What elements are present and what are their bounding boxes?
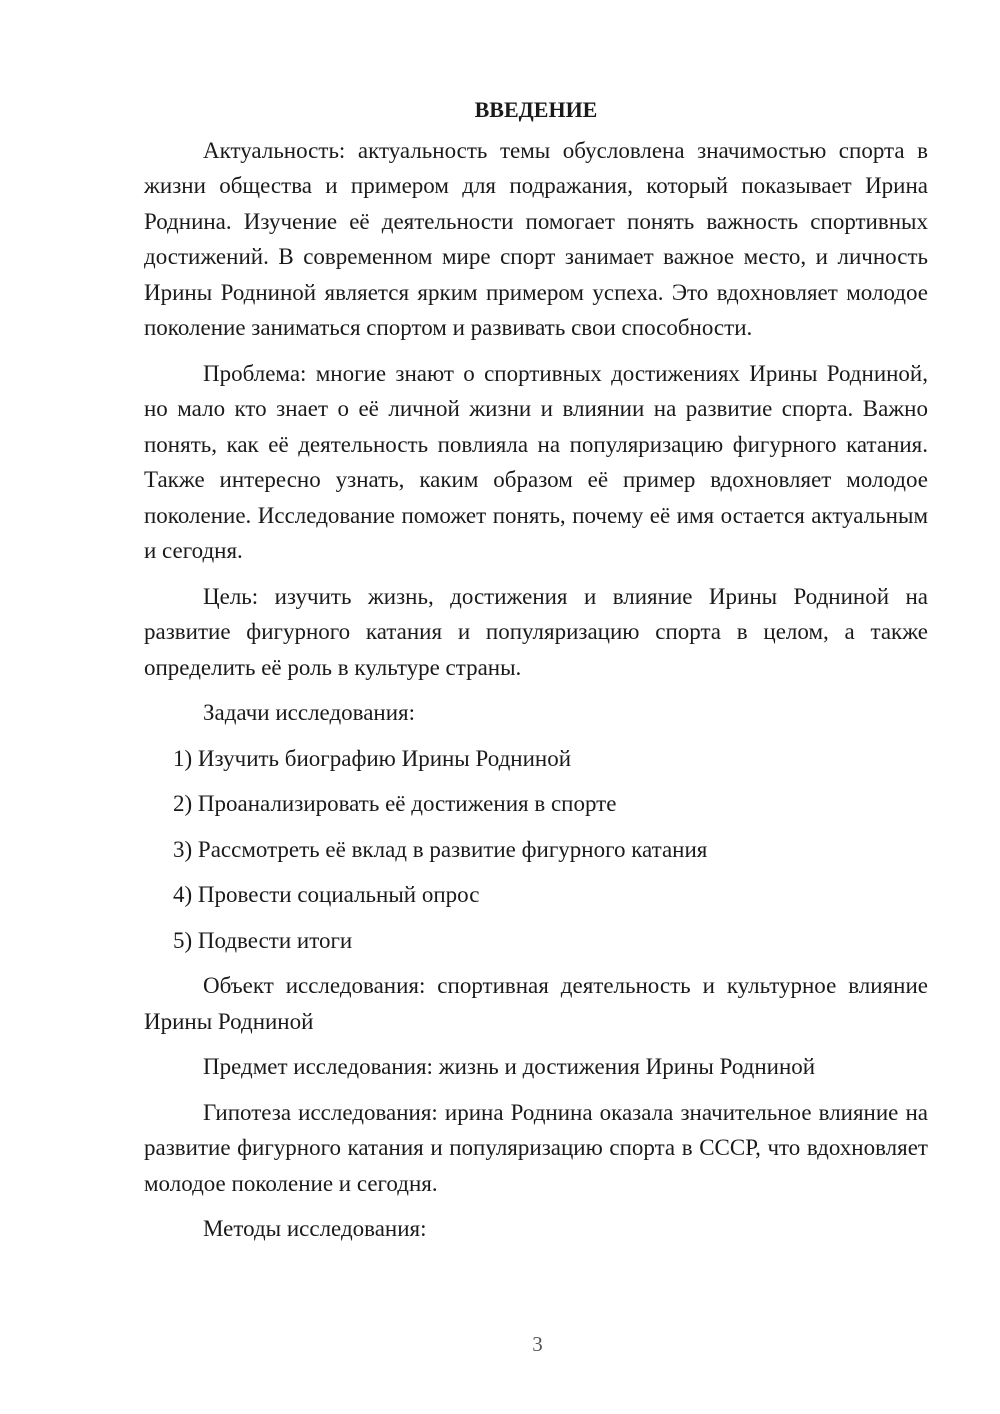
list-item: 4) Провести социальный опрос (173, 882, 480, 907)
hypothesis-paragraph: Гипотеза исследования: ирина Роднина оказала значительное влияние на развитие фигурного катания и популяризацию спорта в СССР, что вдохновляет молодое поколение и сегодня. (144, 1099, 928, 1196)
list-item: 5) Подвести итоги (173, 927, 353, 953)
subject-paragraph: Предмет исследования: жизнь и достижения Ирины Родниной (203, 1054, 816, 1079)
list-item: 1) Изучить биографию Ирины Родниной (173, 745, 572, 771)
object-paragraph: Объект исследования: спортивная деятельность и культурное влияние Ирины Родниной (144, 973, 928, 1034)
page-title: ВВЕДЕНИЕ (474, 97, 598, 122)
tasks-list (144, 741, 928, 959)
methods-heading: Методы исследования: (203, 1216, 427, 1241)
document-body (144, 92, 928, 1257)
list-item: 2) Проанализировать её достижения в спорте (173, 791, 617, 816)
page-number: 3 (532, 1332, 543, 1356)
tasks-heading: Задачи исследования: (203, 700, 416, 725)
list-item: 3) Рассмотреть её вклад в развитие фигурного катания (173, 836, 708, 862)
relevance-paragraph: Актуальность: актуальность темы обусловлена значимостью спорта в жизни общества и примером для подражания, который показывает Ирина Роднина. Изучение её деятельности помогает понять важность спортивных достижений. В современном мире спорт занимает важное место, и личность Ирины Родниной является ярким примером успеха. Это вдохновляет молодое поколение заниматься спортом и развивать свои способности. (144, 137, 928, 340)
problem-paragraph: Проблема: многие знают о спортивных достижениях Ирины Родниной, но мало кто знает о её личной жизни и влиянии на развитие спорта. Важно понять, как её деятельность повлияла на популяризацию фигурного катания. Также интересно узнать, каким образом её пример вдохновляет молодое поколение. Исследование поможет понять, почему её имя остается актуальным и сегодня. (144, 360, 928, 563)
goal-paragraph: Цель: изучить жизнь, достижения и влияние Ирины Родниной на развитие фигурного катания и популяризацию спорта в целом, а также определить её роль в культуре страны. (144, 583, 928, 680)
